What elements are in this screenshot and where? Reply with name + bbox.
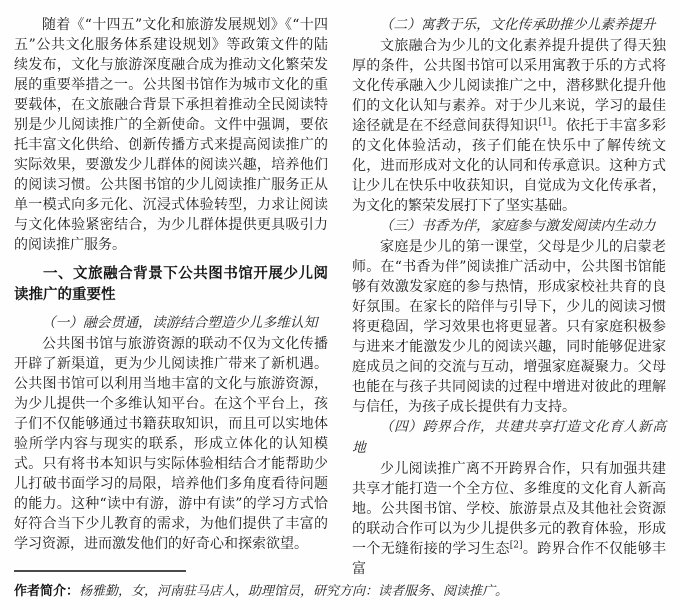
intro-paragraph: 随着《“十四五”文化和旅游发展规划》《“十四五”公共文化服务体系建设规划》等政策文件的陆续发布，文化与旅游深度融合成为推动文化繁荣发展的重要举措之一。公共图书馆作为城市文化的重要载体，在文旅融合背景下承担着推动全民阅读特别是少儿阅读推广的全新使命。文件中强调，要依托丰富文化供给、创新传播方式来提高阅读推广的实际效果，要激发少儿群体的阅读兴趣，培养他们的阅读习惯。公共图书馆的少儿阅读推广服务正从单一模式向多元化、沉浸式体验转型，力求让阅读与文化体验紧密结合，为少儿群体提供更具吸引力的阅读推广服务。	[14, 17, 328, 253]
subsection-heading-4: （四）跨界合作，共建共享打造文化育人新高地	[352, 419, 666, 456]
paragraph-text: 。跨界合作不仅能够丰富	[352, 541, 666, 577]
section-heading-1: 一、文旅融合背景下公共图书馆开展少儿阅读推广的重要性	[14, 266, 328, 303]
right-column	[352, 15, 666, 579]
body-paragraph-2	[352, 36, 666, 216]
author-bio	[14, 583, 666, 600]
paragraph-text: 文旅融合为少儿的文化素养提升提供了得天独厚的条件，公共图书馆可以采用寓教于乐的方式将文化传承融入少儿阅读推广之中，潜移默化提升他们的文化认知与素养。对于少儿来说，学习的最佳途径就是在不经意间获得知识	[352, 38, 666, 134]
body-paragraph-4	[352, 459, 666, 579]
footnote-divider	[14, 570, 186, 572]
reference-marker-1: [1]	[538, 117, 552, 128]
paragraph-text: 。依托于丰富多彩的文化体验活动，孩子们能在快乐中了解传统文化，进而形成对文化的认同和传承意识。这种方式让少儿在快乐中收获知识，自觉成为文化传承者，为文化的繁荣发展打下了坚实基础。	[352, 118, 667, 214]
author-bio-text: 杨雅勤，女，河南驻马店人，助理馆员，研究方向：读者服务、阅读推广。	[79, 584, 509, 599]
subsection-heading-3: （三）书香为伴，家庭参与激发阅读内生动力	[379, 218, 656, 234]
subsection-heading-1: （一）融会贯通，读游结合塑造少儿多维认知	[41, 315, 318, 331]
author-bio-label: 作者简介：	[14, 584, 80, 599]
author-footnote	[14, 570, 666, 600]
left-column	[14, 15, 328, 579]
paragraph-text: 少儿阅读推广离不开跨界合作，只有加强共建共享才能打造一个全方位、多维度的文化育人新高地。公共图书馆、学校、旅游景点及其他社会资源的联动合作可以为少儿提供多元的教育体验，形成一个无缝衔接的学习生态	[352, 461, 666, 557]
subsection-heading-2: （二）寓教于乐，文化传承助推少儿素养提升	[379, 17, 656, 33]
reference-marker-2: [2]	[509, 540, 523, 551]
body-paragraph-3: 家庭是少儿的第一课堂，父母是少儿的启蒙老师。在“书香为伴”阅读推广活动中，公共图书馆能够有效激发家庭的参与热情，形成家校社共育的良好氛围。在家长的陪伴与引导下，少儿的阅读习惯将更稳固，学习效果也将更显著。只有家庭积极参与进来才能激发少儿的阅读兴趣，同时能够促进家庭成员之间的交流与互动，增强家庭凝聚力。父母也能在与孩子共同阅读的过程中增进对彼此的理解与信任，为孩子成长提供有力支持。	[352, 239, 666, 415]
body-paragraph-1: 公共图书馆与旅游资源的联动不仅为文化传播开辟了新渠道，更为少儿阅读推广带来了新机遇。公共图书馆可以利用当地丰富的文化与旅游资源，为少儿提供一个多维认知平台。在这个平台上，孩子们不仅能够通过书籍获取知识，而且可以实地体验所学内容与现实的联系，形成立体化的认知模式。只有将书本知识与实际体验相结合才能帮助少儿打破书面学习的局限，培养他们多角度看待问题的能力。这种“读中有游，游中有读”的学习方式恰好符合当下少儿教育的需求，为他们提供了丰富的学习资源，进而激发他们的好奇心和探索欲望。	[14, 336, 328, 552]
